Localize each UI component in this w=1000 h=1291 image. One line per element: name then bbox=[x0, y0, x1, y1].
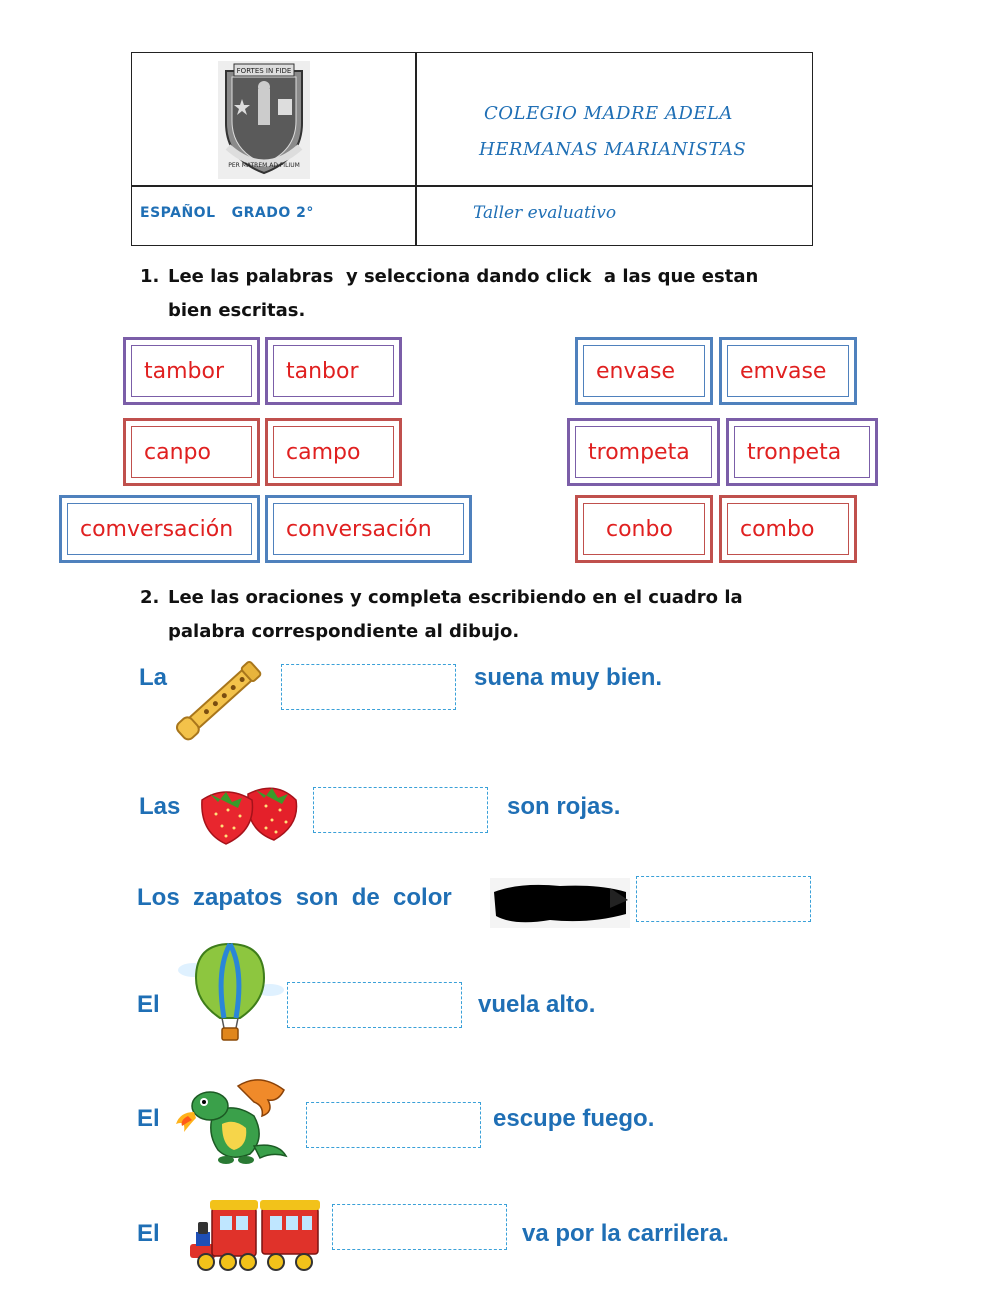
word-label: tronpeta bbox=[747, 439, 842, 465]
word-label: conbo bbox=[606, 516, 673, 542]
word-card-campo[interactable] bbox=[265, 418, 402, 486]
word-card-emvase[interactable] bbox=[719, 337, 857, 405]
word-card-envase[interactable] bbox=[575, 337, 713, 405]
train-icon bbox=[186, 1188, 322, 1274]
sentence3-before: Los zapatos son de color bbox=[137, 884, 452, 911]
black-paint-stroke bbox=[490, 878, 630, 928]
hot-air-balloon-icon bbox=[174, 940, 286, 1044]
activity-title: Taller evaluativo bbox=[473, 203, 617, 223]
sentence5-before: El bbox=[137, 1105, 160, 1132]
section2-instruction-line1: Lee las oraciones y completa escribiendo en el cuadro la bbox=[168, 587, 743, 608]
sentence2-after: son rojas. bbox=[507, 793, 621, 820]
word-label: combo bbox=[740, 516, 815, 542]
word-card-trompeta[interactable] bbox=[567, 418, 720, 486]
word-label: campo bbox=[286, 439, 361, 465]
answer-box-balloon[interactable] bbox=[287, 982, 462, 1028]
strawberries-icon bbox=[196, 770, 302, 846]
section1-instruction-line2: bien escritas. bbox=[168, 300, 306, 321]
word-label: comversación bbox=[80, 516, 234, 542]
answer-box-train[interactable] bbox=[332, 1204, 507, 1250]
svg-text:PER MATREM AD FILIUM: PER MATREM AD FILIUM bbox=[228, 162, 300, 169]
sentence1-before: La bbox=[139, 664, 168, 691]
sentence6-after: va por la carrilera. bbox=[522, 1220, 729, 1247]
section2-instruction-line2: palabra correspondiente al dibujo. bbox=[168, 621, 520, 642]
word-card-tronpeta[interactable] bbox=[726, 418, 878, 486]
word-label: envase bbox=[596, 358, 675, 384]
subject-grade: ESPAÑOL GRADO 2° bbox=[140, 205, 314, 221]
sentence1-after: suena muy bien. bbox=[474, 664, 663, 691]
sentence5-after: escupe fuego. bbox=[493, 1105, 655, 1132]
answer-box-color[interactable] bbox=[636, 876, 811, 922]
word-label: tambor bbox=[144, 358, 225, 384]
section1-number: 1. bbox=[140, 266, 160, 287]
header-divider-vertical bbox=[415, 53, 417, 245]
word-card-tanbor[interactable] bbox=[265, 337, 402, 405]
section1-instruction-line1: Lee las palabras y selecciona dando click a las que estan bbox=[168, 266, 759, 287]
word-label: conversación bbox=[286, 516, 432, 542]
word-label: emvase bbox=[740, 358, 827, 384]
answer-box-strawberries[interactable] bbox=[313, 787, 488, 833]
word-card-comversacion[interactable] bbox=[59, 495, 260, 563]
dragon-icon bbox=[174, 1072, 294, 1166]
word-label: trompeta bbox=[588, 439, 690, 465]
school-name: COLEGIO MADRE ADELA bbox=[484, 103, 733, 124]
word-label: canpo bbox=[144, 439, 211, 465]
answer-box-flute[interactable] bbox=[281, 664, 456, 710]
sentence4-before: El bbox=[137, 991, 160, 1018]
school-congregation: HERMANAS MARIANISTAS bbox=[479, 139, 747, 160]
svg-text:FORTES IN FIDE: FORTES IN FIDE bbox=[236, 67, 292, 75]
sentence6-before: El bbox=[137, 1220, 160, 1247]
word-card-canpo[interactable] bbox=[123, 418, 260, 486]
header-table bbox=[131, 52, 813, 246]
sentence4-after: vuela alto. bbox=[478, 991, 596, 1018]
word-card-tambor[interactable] bbox=[123, 337, 260, 405]
section2-number: 2. bbox=[140, 587, 160, 608]
word-card-conversacion[interactable] bbox=[265, 495, 472, 563]
sentence2-before: Las bbox=[139, 793, 181, 820]
answer-box-dragon[interactable] bbox=[306, 1102, 481, 1148]
word-label: tanbor bbox=[286, 358, 359, 384]
header-divider-horizontal bbox=[132, 185, 812, 187]
school-crest-logo bbox=[218, 61, 310, 179]
word-card-conbo[interactable] bbox=[575, 495, 713, 563]
word-card-combo[interactable] bbox=[719, 495, 857, 563]
flute-icon bbox=[172, 645, 272, 753]
